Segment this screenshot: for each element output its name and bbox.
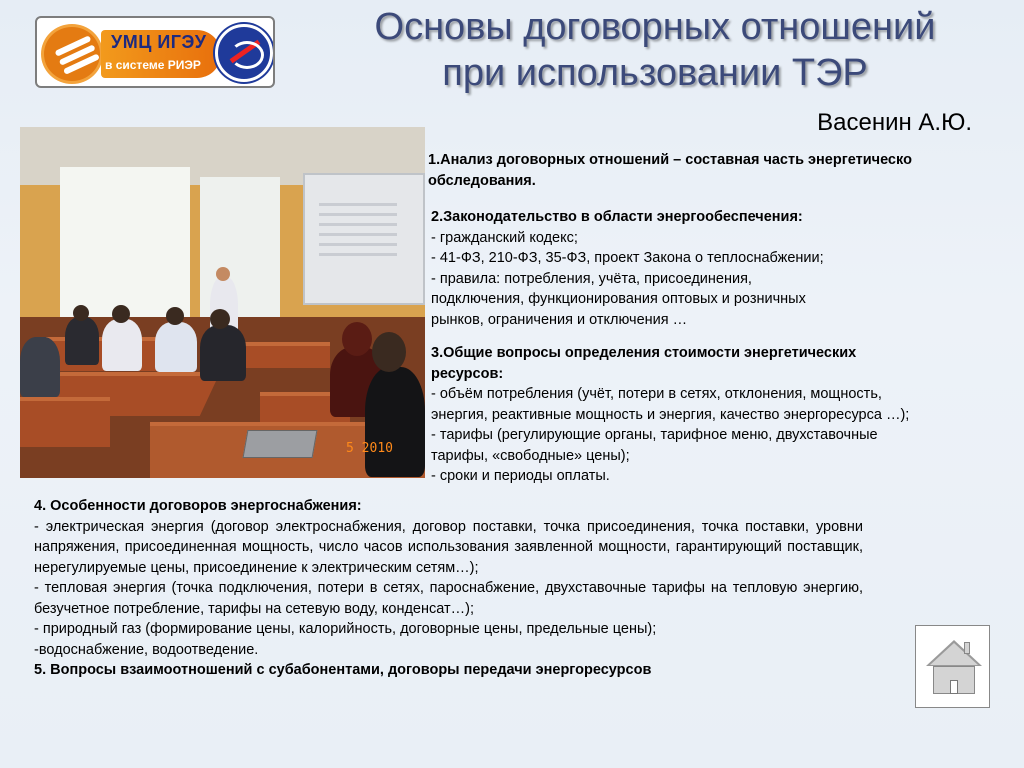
list-item: - природный газ (формирование цены, калорийность, договорные цены, предельные цены); <box>34 621 657 637</box>
list-item: подключения, функционирования оптовых и розничных <box>431 291 806 307</box>
list-item: - правила: потребления, учёта, присоединения, <box>431 270 752 287</box>
list-item: -водоснабжение, водоотведение. <box>34 641 259 658</box>
home-icon <box>926 640 982 666</box>
slide-title: Основы договорных отношений при использовании ТЭР <box>374 6 936 94</box>
section-heading: 2.Законодательство в области энергообеспечения: <box>431 209 803 225</box>
section-5-heading: 5. Вопросы взаимоотношений с субабонентами, договоры передачи энергоресурсов <box>34 662 652 678</box>
photo-date-stamp: 5 2010 <box>346 441 393 456</box>
section-heading: 4. Особенности договоров энергоснабжения: <box>34 498 362 514</box>
list-item: - объём потребления (учёт, потери в сетях, отклонения, мощность, <box>431 386 882 402</box>
home-button[interactable] <box>915 625 990 708</box>
section-1: 1.Анализ договорных отношений – составная часть энергетическо обследования. <box>428 152 912 189</box>
logo-text-sub: в системе РИЭР <box>105 58 201 72</box>
section-4 <box>34 496 863 681</box>
author-name: Васенин А.Ю. <box>817 109 972 136</box>
projection-screen <box>303 173 425 305</box>
igeu-emblem-icon <box>41 24 103 84</box>
logo <box>35 16 275 88</box>
section-3 <box>431 343 1021 487</box>
rier-emblem-icon <box>215 24 273 82</box>
section-heading: 3.Общие вопросы определения стоимости энергетических <box>431 345 857 361</box>
section-heading: ресурсов: <box>431 365 504 382</box>
list-item: энергия, реактивные мощность и энергия, качество энергоресурса …); <box>431 406 910 423</box>
list-item: - сроки и периоды оплаты. <box>431 468 610 484</box>
list-item: рынков, ограничения и отключения … <box>431 311 688 328</box>
section-2 <box>431 207 911 330</box>
logo-text-main: УМЦ ИГЭУ <box>111 32 207 52</box>
list-item: - 41-ФЗ, 210-ФЗ, 35-ФЗ, проект Закона о теплоснабжении; <box>431 250 824 266</box>
classroom-photo <box>20 127 425 478</box>
list-item: - тарифы (регулирующие органы, тарифное меню, двухставочные <box>431 427 878 443</box>
list-item: - электрическая энергия (договор электроснабжения, договор поставки, точка присоединения, точка поставки, уровни напряжения, присоединенная мощность, число часов использования заявленной мощности, гарантирующий поставщик, нерегулируемые цены, присоединение к электрическим сетям…); <box>34 518 863 576</box>
list-item: тарифы, «свободные» цены); <box>431 447 630 464</box>
list-item: - тепловая энергия (точка подключения, потери в сетях, пароснабжение, двухставочные тарифы на тепловую энергию, безучетное потребление, тарифы на сетевую воду, конденсат…); <box>34 580 863 617</box>
list-item: - гражданский кодекс; <box>431 229 578 246</box>
